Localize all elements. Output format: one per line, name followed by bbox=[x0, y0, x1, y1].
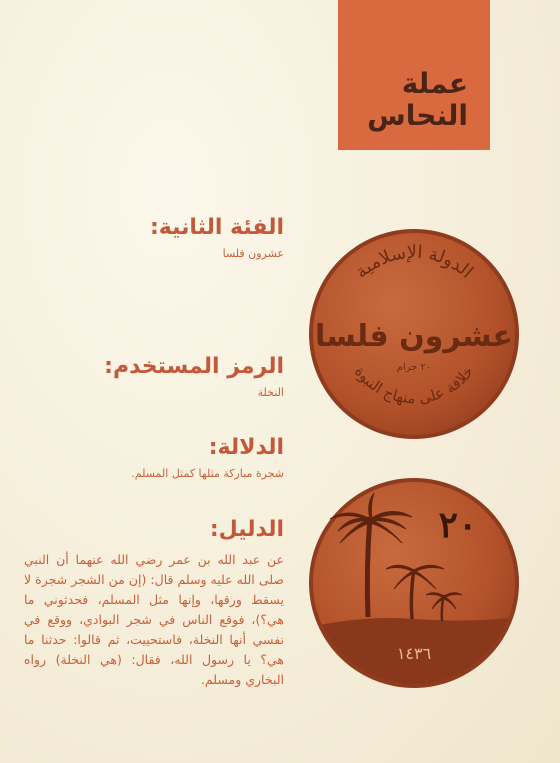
coin-denomination: عشرون فلسا bbox=[314, 319, 514, 354]
section-meaning bbox=[24, 434, 284, 482]
coin-number: ٢٠ bbox=[438, 504, 478, 546]
section-value: النخلة bbox=[257, 386, 284, 399]
section-value: عشرون فلسا bbox=[222, 247, 284, 260]
coin-year: ١٤٣٦ bbox=[396, 644, 432, 663]
coin-top-arc-text: الدولة الإسلامية bbox=[351, 241, 478, 283]
section-heading: الفئة الثانية: bbox=[149, 215, 284, 240]
title-line-1: عملة bbox=[401, 67, 468, 100]
section-heading: الدليل: bbox=[209, 517, 284, 542]
coin-bottom-arc-text: خلافة على منهاج النبوة bbox=[350, 362, 478, 408]
coin-front bbox=[308, 228, 520, 440]
coin-weight: ٢٠ جرام bbox=[396, 362, 432, 373]
section-category bbox=[24, 214, 284, 262]
hadith-text: عن عبد الله بن عمر رضي الله عنهما أن النبي صلى الله عليه وسلم قال: (إن من الشجر شجرة لا يسقط ورقها، وإنها مثل المسلم، فحدثوني ما هي؟)، فوقع الناس في شجر البوادي، ووقع في نفسي أنها النخلة، فاستحييت، ثم قالوا: حدثنا ما هي؟ يا رسول الله، فقال: (هي النخلة) رواه البخاري ومسلم. bbox=[24, 552, 284, 687]
section-heading: الرمز المستخدم: bbox=[104, 354, 284, 379]
title-line-2: النحاس bbox=[367, 99, 468, 132]
section-evidence bbox=[24, 516, 284, 690]
title-banner bbox=[338, 0, 490, 150]
section-symbol bbox=[24, 353, 284, 401]
section-value: شجرة مباركة مثلها كمثل المسلم. bbox=[131, 467, 284, 480]
section-heading: الدلالة: bbox=[208, 435, 284, 460]
coin-back bbox=[308, 477, 520, 689]
